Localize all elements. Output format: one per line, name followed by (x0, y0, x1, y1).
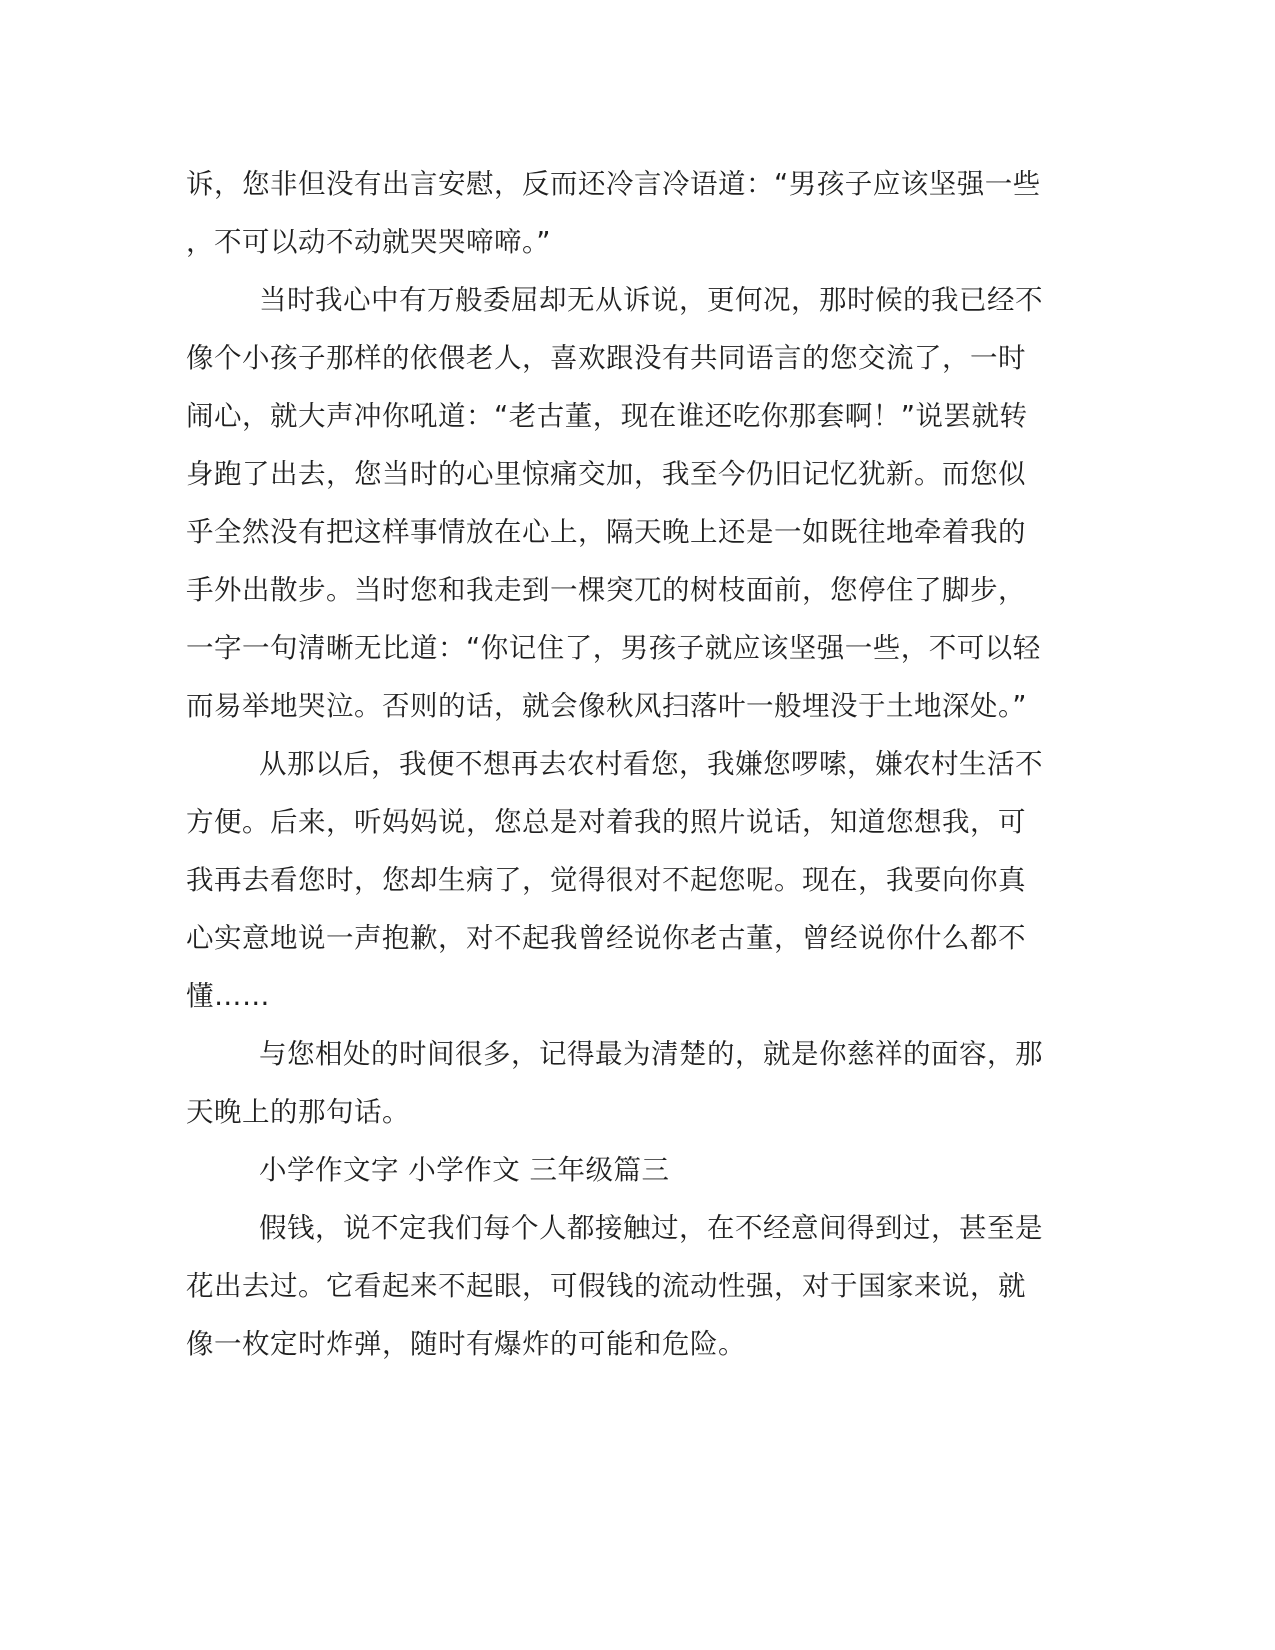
text-line: 身跑了出去，您当时的心里惊痛交加，我至今仍旧记忆犹新。而您似 (186, 458, 1026, 490)
text-line: 手外出散步。当时您和我走到一棵突兀的树枝面前，您停住了脚步， (186, 574, 1026, 606)
text-line: 方便。后来，听妈妈说，您总是对着我的照片说话，知道您想我，可 (186, 806, 1026, 838)
text-line: 我再去看您时，您却生病了，觉得很对不起您呢。现在，我要向你真 (186, 864, 1026, 896)
paragraph-start-line: 当时我心中有万般委屈却无从诉说，更何况，那时候的我已经不 (259, 284, 1043, 316)
text-line: 诉，您非但没有出言安慰，反而还冷言冷语道：“男孩子应该坚强一些 (186, 168, 1041, 200)
text-line: 闹心，就大声冲你吼道：“老古董，现在谁还吃你那套啊！”说罢就转 (186, 400, 1028, 432)
paragraph-start-line: 假钱，说不定我们每个人都接触过，在不经意间得到过，甚至是 (259, 1212, 1043, 1244)
text-line: 一字一句清晰无比道：“你记住了，男孩子就应该坚强一些，不可以轻 (186, 632, 1041, 664)
text-line: ，不可以动不动就哭哭啼啼。” (186, 226, 551, 258)
text-line: 懂…… (186, 980, 270, 1012)
text-line: 乎全然没有把这样事情放在心上，隔天晚上还是一如既往地牵着我的 (186, 516, 1026, 548)
text-line: 像一枚定时炸弹，随时有爆炸的可能和危险。 (186, 1328, 746, 1360)
text-line: 像个小孩子那样的依偎老人，喜欢跟没有共同语言的您交流了，一时 (186, 342, 1026, 374)
document-body (186, 155, 1086, 1373)
text-line: 心实意地说一声抱歉，对不起我曾经说你老古董，曾经说你什么都不 (186, 922, 1026, 954)
text-line: 花出去过。它看起来不起眼，可假钱的流动性强，对于国家来说，就 (186, 1270, 1026, 1302)
paragraph-start-line: 从那以后，我便不想再去农村看您，我嫌您啰嗦，嫌农村生活不 (259, 748, 1043, 780)
text-line: 而易举地哭泣。否则的话，就会像秋风扫落叶一般埋没于土地深处。” (186, 690, 1027, 722)
section-heading: 小学作文字 小学作文 三年级篇三 (259, 1154, 670, 1186)
paragraph-start-line: 与您相处的时间很多，记得最为清楚的，就是你慈祥的面容，那 (259, 1038, 1043, 1070)
text-line: 天晚上的那句话。 (186, 1096, 410, 1128)
